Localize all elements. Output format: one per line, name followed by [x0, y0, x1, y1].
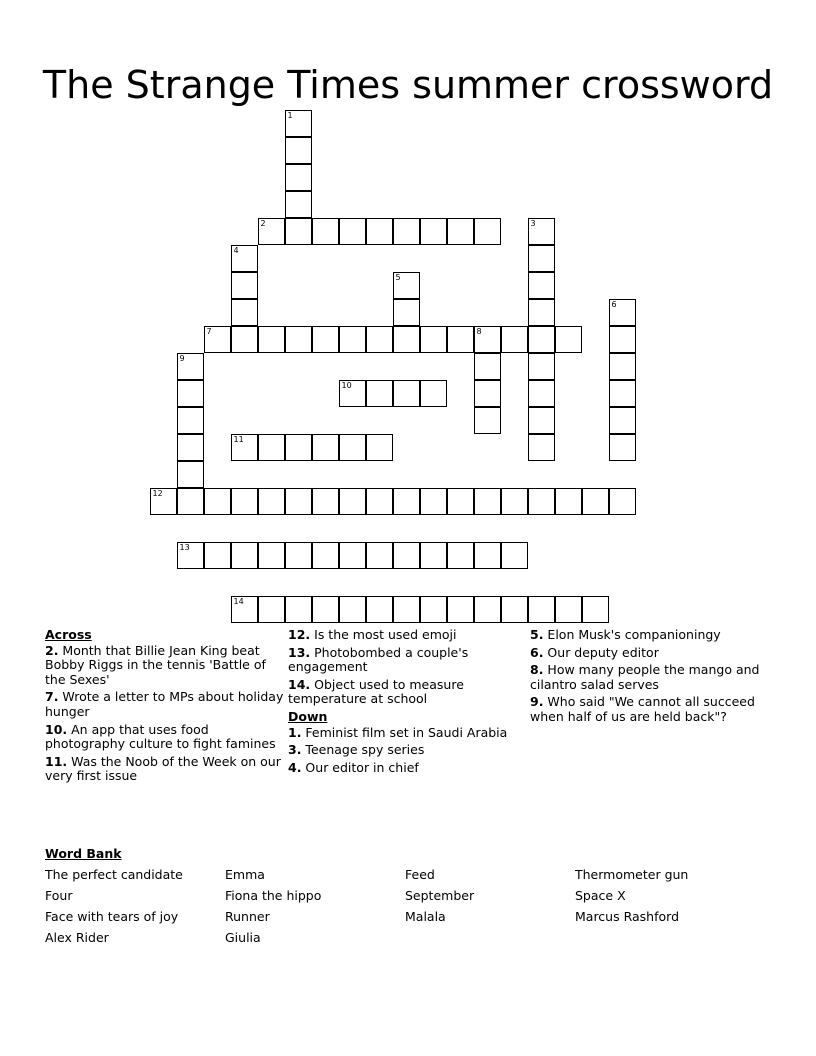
clue-across-2: 2. Month that Billie Jean King beat Bobby Riggs in the tennis 'Battle of the Sexes'	[45, 642, 266, 687]
grid-cell[interactable]	[447, 218, 474, 245]
grid-cell[interactable]	[555, 488, 582, 515]
grid-cell[interactable]	[609, 353, 636, 380]
clues-column-3	[530, 628, 775, 728]
grid-cell[interactable]	[366, 596, 393, 623]
grid-cell[interactable]	[366, 380, 393, 407]
word-bank-row	[45, 930, 775, 945]
grid-cell[interactable]	[528, 434, 555, 461]
word-bank-item-empty	[575, 930, 765, 945]
grid-cell[interactable]	[231, 596, 258, 623]
grid-cell[interactable]	[420, 218, 447, 245]
grid-cell[interactable]	[285, 110, 312, 137]
grid-cell-number: 7	[206, 327, 212, 336]
clue-down-5: 5. Elon Musk's companioningy	[530, 627, 721, 642]
clue-across-7: 7. Wrote a letter to MPs about holiday hunger	[45, 689, 284, 719]
grid-cell[interactable]	[474, 326, 501, 353]
grid-cell[interactable]	[447, 326, 474, 353]
clue-number: 2.	[45, 642, 59, 658]
word-bank-item[interactable]: Alex Rider	[45, 930, 109, 945]
grid-cell-number: 2	[260, 219, 266, 228]
grid-cell[interactable]	[258, 218, 285, 245]
grid-cell[interactable]	[339, 380, 366, 407]
clue-across-13: 13. Photobombed a couple's engagement	[288, 644, 469, 675]
grid-cell[interactable]	[231, 272, 258, 299]
grid-cell[interactable]	[528, 245, 555, 272]
clue-down-1: 1. Feminist film set in Saudi Arabia	[288, 724, 508, 740]
clue-number: 5.	[530, 627, 544, 642]
word-bank-section	[45, 846, 775, 951]
grid-cell[interactable]	[366, 218, 393, 245]
grid-cell[interactable]	[609, 380, 636, 407]
grid-cell[interactable]	[474, 218, 501, 245]
grid-cell[interactable]	[474, 596, 501, 623]
grid-cell[interactable]	[258, 596, 285, 623]
word-bank-item[interactable]: Marcus Rashford	[575, 909, 679, 924]
grid-cell[interactable]	[420, 596, 447, 623]
grid-cell-number: 10	[341, 381, 352, 390]
grid-cell-number: 4	[233, 246, 239, 255]
grid-cell[interactable]	[285, 434, 312, 461]
grid-cell[interactable]	[501, 488, 528, 515]
grid-cell[interactable]	[258, 488, 285, 515]
grid-cell[interactable]	[609, 434, 636, 461]
grid-cell[interactable]	[393, 380, 420, 407]
grid-cell[interactable]	[231, 326, 258, 353]
grid-cell[interactable]	[393, 299, 420, 326]
clue-number: 12.	[288, 627, 311, 642]
grid-cell[interactable]	[285, 137, 312, 164]
grid-cell[interactable]	[447, 488, 474, 515]
grid-cell-number: 14	[233, 597, 244, 606]
grid-cell[interactable]	[366, 542, 393, 569]
grid-cell[interactable]	[582, 488, 609, 515]
grid-cell[interactable]	[474, 542, 501, 569]
grid-cell[interactable]	[474, 407, 501, 434]
grid-cell[interactable]	[312, 434, 339, 461]
word-bank-item[interactable]: Runner	[225, 909, 270, 924]
grid-cell[interactable]	[177, 380, 204, 407]
clues-column-2	[288, 628, 523, 778]
grid-cell[interactable]	[177, 542, 204, 569]
grid-cell[interactable]	[231, 299, 258, 326]
grid-cell[interactable]	[366, 434, 393, 461]
word-bank-row	[45, 867, 775, 882]
grid-cell[interactable]	[366, 326, 393, 353]
grid-cell[interactable]	[204, 542, 231, 569]
grid-cell[interactable]	[474, 488, 501, 515]
grid-cell[interactable]	[231, 542, 258, 569]
grid-cell[interactable]	[285, 191, 312, 218]
grid-cell[interactable]	[501, 596, 528, 623]
grid-cell[interactable]	[447, 542, 474, 569]
grid-cell-number: 3	[530, 219, 536, 228]
grid-cell[interactable]	[447, 596, 474, 623]
grid-cell[interactable]	[285, 542, 312, 569]
word-bank-item[interactable]: Giulia	[225, 930, 261, 945]
grid-cell[interactable]	[339, 326, 366, 353]
grid-cell[interactable]	[420, 488, 447, 515]
grid-cell[interactable]	[177, 353, 204, 380]
grid-cell[interactable]	[528, 218, 555, 245]
grid-cell[interactable]	[177, 407, 204, 434]
clue-across-10: 10. An app that uses food photography culture to fight famines	[45, 721, 276, 752]
grid-cell[interactable]	[204, 488, 231, 515]
grid-cell[interactable]	[393, 272, 420, 299]
grid-cell[interactable]	[528, 596, 555, 623]
grid-cell[interactable]	[528, 272, 555, 299]
grid-cell[interactable]	[231, 488, 258, 515]
word-bank-item-empty	[405, 930, 575, 945]
clue-across-11: 11. Was the Noob of the Week on our very first issue	[45, 753, 281, 784]
grid-cell[interactable]	[474, 353, 501, 380]
clue-number: 4.	[288, 759, 302, 775]
grid-cell[interactable]	[285, 164, 312, 191]
grid-cell[interactable]	[285, 218, 312, 245]
grid-cell[interactable]	[366, 488, 393, 515]
grid-cell[interactable]	[258, 542, 285, 569]
clue-number: 13.	[288, 644, 311, 660]
grid-cell[interactable]	[177, 434, 204, 461]
grid-cell[interactable]	[528, 380, 555, 407]
grid-cell[interactable]	[285, 326, 312, 353]
clue-number: 7.	[45, 689, 59, 705]
grid-cell-number: 6	[611, 300, 617, 309]
grid-cell[interactable]	[528, 326, 555, 353]
grid-cell[interactable]	[609, 488, 636, 515]
grid-cell[interactable]	[528, 488, 555, 515]
grid-cell[interactable]	[609, 407, 636, 434]
grid-cell[interactable]	[393, 218, 420, 245]
word-bank-item[interactable]: Face with tears of joy	[45, 909, 179, 924]
grid-cell[interactable]	[312, 218, 339, 245]
clue-number: 6.	[530, 644, 544, 660]
word-bank-item[interactable]: Fiona the hippo	[225, 888, 322, 903]
page-title: The Strange Times summer crossword	[42, 63, 774, 108]
grid-cell-number: 13	[179, 543, 190, 552]
grid-cell[interactable]	[393, 326, 420, 353]
word-bank-row	[45, 888, 775, 903]
grid-cell[interactable]	[339, 596, 366, 623]
grid-cell[interactable]	[150, 488, 177, 515]
clue-number: 8.	[530, 662, 544, 678]
grid-cell[interactable]	[393, 542, 420, 569]
grid-cell[interactable]	[501, 326, 528, 353]
clues-section	[45, 628, 775, 838]
grid-cell[interactable]	[582, 596, 609, 623]
word-bank-heading: Word Bank	[45, 846, 122, 861]
grid-cell[interactable]	[339, 542, 366, 569]
grid-cell[interactable]	[420, 380, 447, 407]
grid-cell[interactable]	[177, 461, 204, 488]
clue-number: 9.	[530, 694, 544, 710]
grid-cell[interactable]	[393, 596, 420, 623]
word-bank-item[interactable]: The perfect candidate	[45, 867, 183, 882]
grid-cell[interactable]	[231, 245, 258, 272]
clue-across-14: 14. Object used to measure temperature at school	[288, 676, 464, 707]
grid-cell[interactable]	[474, 380, 501, 407]
clue-down-3: 3. Teenage spy series	[288, 742, 425, 758]
word-bank-item[interactable]: Four	[45, 888, 73, 903]
down-heading: Down	[288, 708, 328, 724]
clue-number: 3.	[288, 742, 302, 758]
grid-cell-number: 8	[476, 327, 482, 336]
grid-cell[interactable]	[339, 218, 366, 245]
word-bank-row	[45, 909, 775, 924]
grid-cell[interactable]	[231, 434, 258, 461]
clue-number: 11.	[45, 753, 68, 769]
grid-cell[interactable]	[528, 299, 555, 326]
grid-cell[interactable]	[555, 596, 582, 623]
word-bank-item[interactable]: Feed	[405, 867, 435, 882]
grid-cell[interactable]	[258, 326, 285, 353]
grid-cell[interactable]	[420, 542, 447, 569]
word-bank-rows	[45, 867, 775, 945]
word-bank-item[interactable]: Space X	[575, 888, 626, 903]
clue-number: 14.	[288, 676, 311, 692]
grid-cell[interactable]	[285, 488, 312, 515]
grid-cell[interactable]	[312, 596, 339, 623]
grid-cell[interactable]	[312, 542, 339, 569]
clues-column-1	[45, 628, 285, 787]
grid-cell[interactable]	[204, 326, 231, 353]
word-bank-item[interactable]: September	[405, 888, 475, 903]
grid-cell[interactable]	[312, 488, 339, 515]
clue-down-9: 9. Who said "We cannot all succeed when half of us are held back"?	[530, 694, 755, 724]
grid-cell-number: 12	[152, 489, 163, 498]
word-bank-item[interactable]: Thermometer gun	[575, 867, 689, 882]
grid-cell[interactable]	[339, 488, 366, 515]
grid-cell[interactable]	[258, 434, 285, 461]
grid-cell-number: 5	[395, 273, 401, 282]
clue-down-8: 8. How many people the mango and cilantro salad serves	[530, 662, 760, 692]
grid-cell-number: 1	[287, 111, 293, 120]
clue-across-12: 12. Is the most used emoji	[288, 627, 457, 642]
grid-cell[interactable]	[528, 353, 555, 380]
grid-cell[interactable]	[528, 407, 555, 434]
across-heading: Across	[45, 627, 92, 642]
grid-cell-number: 11	[233, 435, 244, 444]
clue-number: 10.	[45, 721, 68, 737]
word-bank-item[interactable]: Emma	[225, 867, 265, 882]
grid-cell[interactable]	[393, 488, 420, 515]
grid-cell[interactable]	[609, 299, 636, 326]
grid-cell[interactable]	[285, 596, 312, 623]
clue-down-6: 6. Our deputy editor	[530, 644, 659, 660]
clue-down-4: 4. Our editor in chief	[288, 759, 419, 775]
word-bank-item[interactable]: Malala	[405, 909, 446, 924]
grid-cell[interactable]	[501, 542, 528, 569]
grid-cell[interactable]	[339, 434, 366, 461]
grid-cell[interactable]	[555, 326, 582, 353]
grid-cell[interactable]	[609, 326, 636, 353]
grid-cell[interactable]	[312, 326, 339, 353]
clue-number: 1.	[288, 724, 302, 740]
grid-cell[interactable]	[420, 326, 447, 353]
grid-cell[interactable]	[177, 488, 204, 515]
grid-cell-number: 9	[179, 354, 185, 363]
